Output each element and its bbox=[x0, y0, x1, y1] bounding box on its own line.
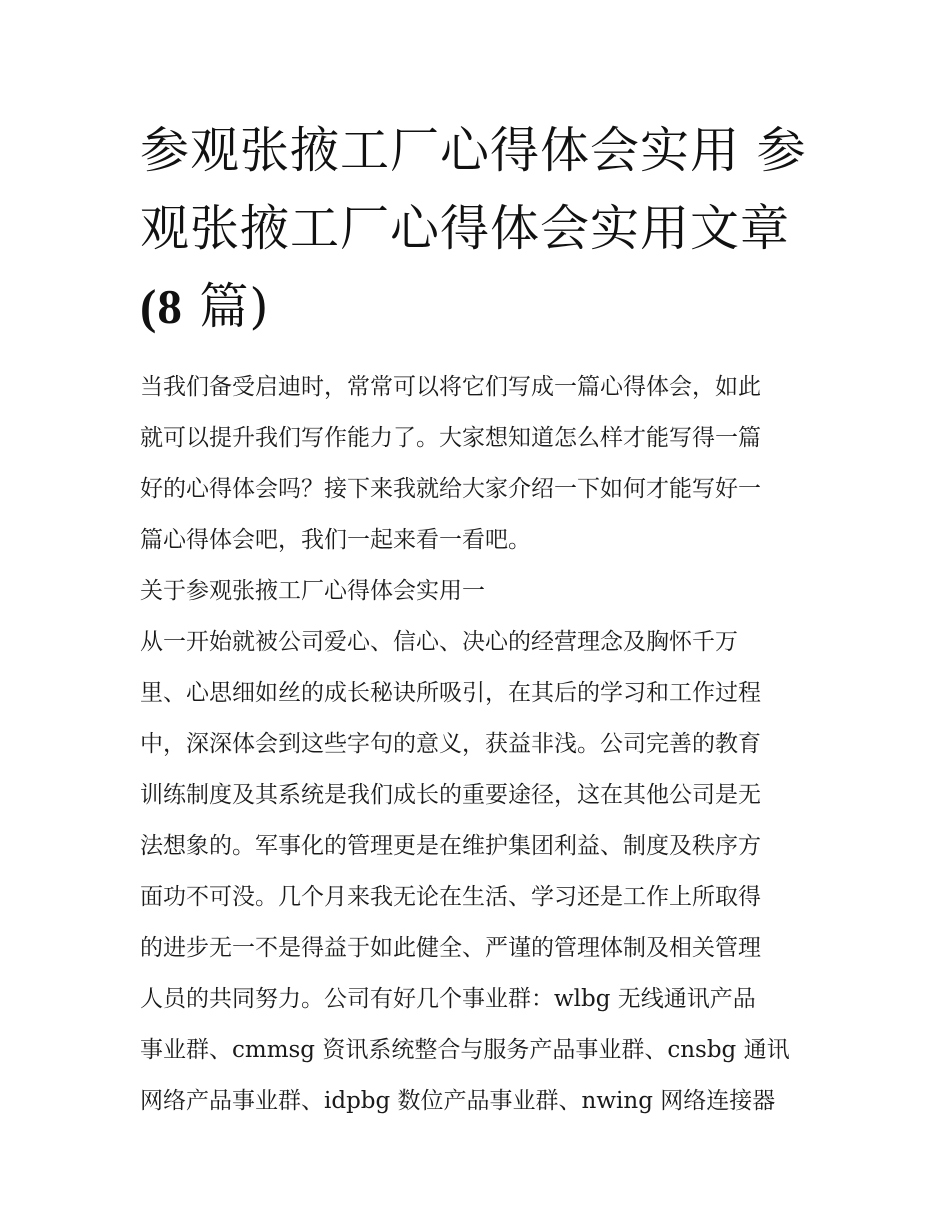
body-paragraph bbox=[140, 617, 815, 1127]
body-line: 里、心思细如丝的成长秘诀所吸引，在其后的学习和工作过程 bbox=[140, 680, 761, 706]
section-heading bbox=[140, 566, 815, 617]
body-line: 的进步无一不是得益于如此健全、严谨的管理体制及相关管理 bbox=[140, 935, 761, 961]
intro-line: 篇心得体会吧，我们一起来看一看吧。 bbox=[140, 527, 531, 553]
intro-line: 当我们备受启迪时，常常可以将它们写成一篇心得体会，如此 bbox=[140, 374, 761, 400]
body-line: 中，深深体会到这些字句的意义，获益非浅。公司完善的教育 bbox=[140, 731, 761, 757]
body-line: 人员的共同努力。公司有好几个事业群：wlbg 无线通讯产品 bbox=[140, 986, 756, 1012]
intro-line: 就可以提升我们写作能力了。大家想知道怎么样才能写得一篇 bbox=[140, 425, 761, 451]
title-line-2: 观张掖工厂心得体会实用文章 bbox=[140, 200, 791, 257]
body-line: 从一开始就被公司爱心、信心、决心的经营理念及胸怀千万 bbox=[140, 629, 738, 655]
body-line: 面功不可没。几个月来我无论在生活、学习还是工作上所取得 bbox=[140, 884, 761, 910]
title-line-3 bbox=[140, 268, 815, 346]
document-title bbox=[140, 112, 815, 346]
section-heading-text: 关于参观张掖工厂心得体会实用一 bbox=[140, 578, 485, 604]
intro-line: 好的心得体会吗？接下来我就给大家介绍一下如何才能写好一 bbox=[140, 476, 761, 502]
body-line: 事业群、cmmsg 资讯系统整合与服务产品事业群、cnsbg 通讯 bbox=[140, 1037, 790, 1063]
title-line-1: 参观张掖工厂心得体会实用 参 bbox=[140, 122, 807, 179]
body-line: 网络产品事业群、idpbg 数位产品事业群、nwing 网络连接器 bbox=[140, 1088, 776, 1114]
intro-paragraph bbox=[140, 362, 815, 566]
document-page bbox=[140, 112, 815, 1127]
body-line: 法想象的。军事化的管理更是在维护集团利益、制度及秩序方 bbox=[140, 833, 761, 859]
body-line: 训练制度及其系统是我们成长的重要途径，这在其他公司是无 bbox=[140, 782, 761, 808]
title-count: (8 bbox=[140, 279, 183, 334]
title-count-suffix: 篇) bbox=[182, 278, 270, 335]
